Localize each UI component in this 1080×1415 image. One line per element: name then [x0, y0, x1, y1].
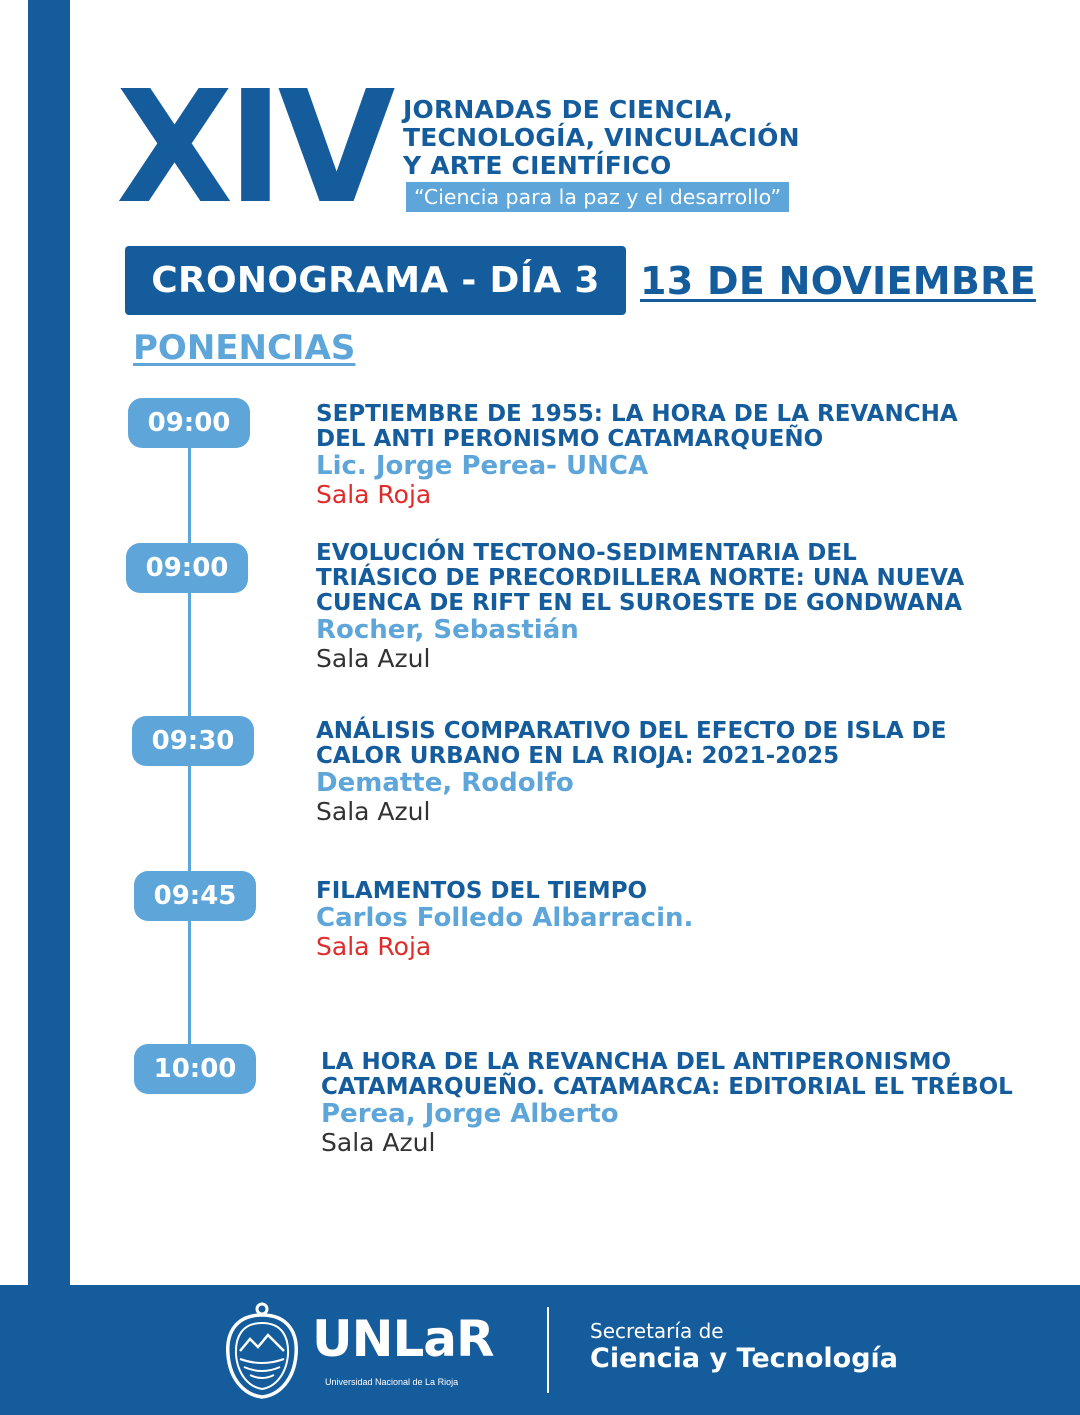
talk-speaker: Dematte, Rodolfo — [316, 768, 574, 798]
talk-item — [316, 541, 1056, 673]
event-title-line: JORNADAS DE CIENCIA, — [403, 95, 734, 124]
talk-room: Sala Azul — [321, 1128, 436, 1157]
time-badge: 09:45 — [134, 871, 256, 921]
time-badge: 09:00 — [128, 398, 250, 448]
secretariat-label: Secretaría de — [590, 1319, 724, 1343]
time-badge: 09:00 — [126, 543, 248, 593]
talk-item — [316, 402, 1056, 509]
time-badge: 10:00 — [134, 1044, 256, 1094]
footer-bar — [0, 1285, 1080, 1415]
left-accent-bar — [28, 0, 70, 1300]
talk-item — [316, 719, 1056, 826]
secretariat-name: Ciencia y Tecnología — [590, 1343, 899, 1374]
talk-room: Sala Azul — [316, 797, 431, 826]
talk-title-line: CALOR URBANO EN LA RIOJA: 2021-2025 — [316, 743, 840, 769]
footer-divider — [547, 1307, 549, 1393]
talk-speaker: Lic. Jorge Perea- UNCA — [316, 451, 649, 481]
talk-title-line: CUENCA DE RIFT EN EL SUROESTE DE GONDWANA — [316, 590, 962, 616]
schedule-label-box — [125, 246, 626, 315]
schedule-label: CRONOGRAMA - DÍA 3 — [151, 260, 600, 301]
talk-title-line: ANÁLISIS COMPARATIVO DEL EFECTO DE ISLA DE — [316, 718, 947, 744]
talk-title-line: EVOLUCIÓN TECTONO-SEDIMENTARIA DEL — [316, 540, 857, 566]
talk-title-line: TRIÁSICO DE PRECORDILLERA NORTE: UNA NUEVA — [316, 565, 965, 591]
talk-title-line: SEPTIEMBRE DE 1955: LA HORA DE LA REVANCHA — [316, 401, 958, 427]
talk-title-line: LA HORA DE LA REVANCHA DEL ANTIPERONISMO — [321, 1049, 952, 1075]
event-title-line: Y ARTE CIENTÍFICO — [403, 151, 672, 180]
event-slogan: “Ciencia para la paz y el desarrollo” — [406, 182, 789, 212]
time-badge: 09:30 — [132, 716, 254, 766]
section-title: PONENCIAS — [133, 328, 356, 368]
talk-room: Sala Roja — [316, 480, 432, 509]
university-emblem-icon — [222, 1301, 302, 1401]
talk-room: Sala Roja — [316, 932, 432, 961]
university-full-name: Universidad Nacional de La Rioja — [325, 1377, 459, 1387]
schedule-date: 13 DE NOVIEMBRE — [640, 259, 1036, 303]
talk-title-line: CATAMARQUEÑO. CATAMARCA: EDITORIAL EL TRÉBOL — [321, 1074, 1013, 1100]
talk-item — [316, 879, 1056, 961]
edition-number: XIV — [116, 57, 390, 238]
event-title-line: TECNOLOGÍA, VINCULACIÓN — [403, 123, 800, 152]
talk-title-line: DEL ANTI PERONISMO CATAMARQUEÑO — [316, 426, 824, 452]
talk-room: Sala Azul — [316, 644, 431, 673]
talk-speaker: Carlos Folledo Albarracin. — [316, 903, 694, 933]
university-logo-name: UNLaR — [312, 1310, 494, 1368]
talk-speaker: Perea, Jorge Alberto — [321, 1099, 619, 1129]
talk-item — [321, 1050, 1061, 1157]
talk-title-line: FILAMENTOS DEL TIEMPO — [316, 878, 648, 904]
talk-speaker: Rocher, Sebastián — [316, 615, 579, 645]
event-title — [403, 96, 800, 180]
